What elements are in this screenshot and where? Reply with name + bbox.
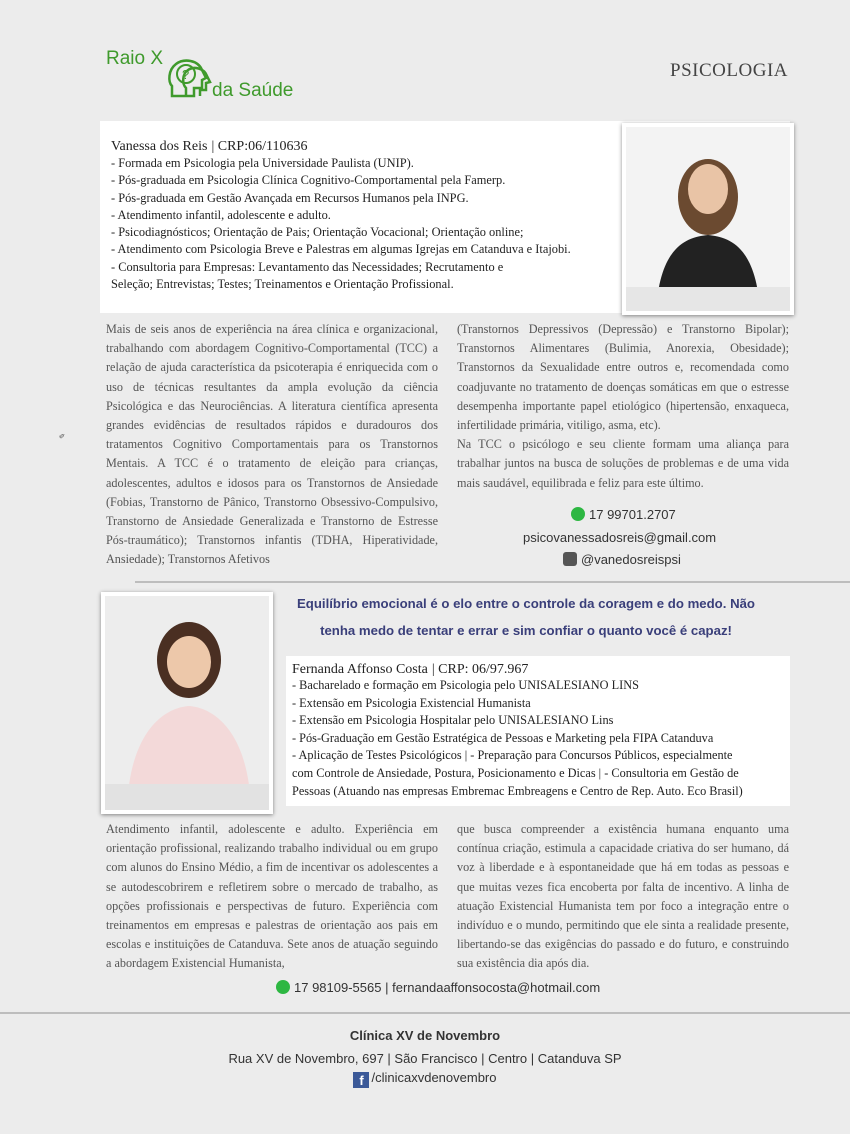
section-title: PSICOLOGIA — [670, 60, 788, 81]
article-paragraph: (Transtornos Depressivos (Depressão) e Transtorno Bipolar); Transtornos Alimentares (Bulimia, Anorexia, Obesidade); Transtornos da Sexualidade entre outros e, recomendada como coadjuvante no tratamento de doenças somáticas em que o estresse desempenha importante papel etiológico (hipertensão, enxaqueca, infertilidade primária, vitiligo, asma, etc). — [457, 322, 789, 433]
profile-name-line — [292, 660, 528, 678]
facebook-handle: /clinicaxvdenovembro — [371, 1070, 497, 1085]
profile-card-fernanda — [286, 656, 790, 806]
profile-name: Fernanda Affonso Costa — [292, 662, 428, 677]
contact-instagram[interactable] — [563, 552, 681, 567]
credentials-list — [111, 155, 571, 293]
clinic-facebook[interactable] — [0, 1070, 850, 1088]
highlight-quote: Equilíbrio emocional é o elo entre o controle da coragem e do medo. Não tenha medo de tentar e errar e sim confiar o quanto você é capaz! — [297, 596, 755, 638]
head-silhouette-question-icon — [166, 56, 212, 100]
portrait-photo-vanessa — [622, 123, 794, 315]
instagram-icon — [563, 552, 577, 566]
phone-number: 17 99701.2707 — [589, 507, 676, 522]
clinic-address: Rua XV de Novembro, 697 | São Francisco | Centro | Catanduva SP — [228, 1051, 622, 1066]
instagram-handle: @vanedosreispsi — [581, 552, 681, 567]
credential-item: - Aplicação de Testes Psicológicos | - Preparação para Concursos Públicos, especialmente — [292, 748, 733, 763]
credential-item: - Formada em Psicologia pela Universidade Paulista (UNIP). — [111, 156, 414, 170]
contact-separator: | — [385, 980, 389, 995]
contact-email[interactable]: psicovanessadosreis@gmail.com — [523, 530, 717, 545]
svg-text:?: ? — [182, 67, 190, 82]
credentials-list — [292, 677, 743, 800]
facebook-icon: f — [353, 1072, 369, 1088]
credential-item: - Pós-graduada em Psicologia Clínica Cognitivo-Comportamental pela Famerp. — [111, 173, 506, 188]
contact-line — [276, 980, 600, 995]
credential-item: com Controle de Ansiedade, Postura, Posicionamento e Dicas | - Consultoria em Gestão de — [292, 765, 739, 780]
profile-name: Vanessa dos Reis — [111, 139, 208, 154]
article-column-right — [457, 320, 789, 493]
clinic-name: Clínica XV de Novembro — [349, 1028, 501, 1043]
article-paragraph: Atendimento infantil, adolescente e adulto. Experiência em orientação profissional, realizando trabalho individual ou em grupo com alunos do Ensino Médio, a fim de incentivar os adolescentes a se autodescobrirem e refletirem sobre o mercado de trabalho, as opções profissionais e perspectivas de futuro. Experiência com treinamentos em empresas e palestras de orientação aos pais em escolas e instituições de Catanduva. Sete anos de atuação seguindo a abordagem Existencial Humanista, — [106, 822, 438, 971]
photographer-signature: ✎ — [58, 433, 67, 440]
credential-item: Pessoas (Atuando nas empresas Embremac Embreagens e Centro de Rep. Auto. Eco Brasil) — [292, 783, 743, 798]
article-column-right — [457, 820, 789, 974]
article-column-left — [106, 320, 438, 570]
profile-crp: | CRP:06/110636 — [211, 139, 308, 154]
credential-item: Seleção; Entrevistas; Testes; Treinamentos e Orientação Profissional. — [111, 277, 454, 292]
article-column-left — [106, 820, 438, 974]
credential-item: - Atendimento infantil, adolescente e adulto. — [111, 207, 331, 222]
credential-item: - Consultoria para Empresas: Levantamento das Necessidades; Recrutamento e — [111, 259, 504, 274]
logo-text-raio-x: Raio X — [106, 48, 164, 69]
contact-phone[interactable] — [571, 507, 676, 522]
profile-crp: | CRP: 06/97.967 — [431, 662, 529, 677]
section-divider — [135, 581, 850, 583]
article-paragraph: Na TCC o psicólogo e seu cliente formam uma aliança para trabalhar juntos na busca de soluções de problemas e de uma vida mais saudável, equilibrada e feliz para este último. — [457, 437, 789, 490]
phone-number[interactable]: 17 98109-5565 — [294, 980, 382, 995]
whatsapp-icon — [571, 507, 585, 521]
logo-text-da-saude: da Saúde — [212, 80, 294, 101]
credential-item: - Psicodiagnósticos; Orientação de Pais; Orientação Vocacional; Orientação online; — [111, 225, 524, 240]
footer-divider — [0, 1012, 850, 1014]
profile-name-line — [111, 137, 307, 155]
portrait-photo-fernanda — [101, 592, 273, 814]
credential-item: - Pós-Graduação em Gestão Estratégica de Pessoas e Marketing pela FIPA Catanduva — [292, 730, 714, 745]
credential-item: - Atendimento com Psicologia Breve e Palestras em algumas Igrejas em Catanduva e Itajobi. — [111, 242, 571, 257]
whatsapp-icon — [276, 980, 290, 994]
article-paragraph: que busca compreender a existência humana enquanto uma contínua criação, estimula a capacidade criativa do ser humano, dá voz à liberdade e à espontaneidade que há em todas as pessoas e que muitas vezes fica encoberta por falta de incentivo. A linha de atuação Existencial Humanista tem por foco a integração entre o indivíduo e o mundo, permitindo que ele sinta a realidade presente, libertando-se das exigências do passado e do futuro, e construindo sua existência dia após dia. — [457, 822, 789, 971]
credential-item: - Extensão em Psicologia Existencial Humanista — [292, 695, 531, 710]
credential-item: - Bacharelado e formação em Psicologia pelo UNISALESIANO LINS — [292, 678, 639, 692]
credential-item: - Extensão em Psicologia Hospitalar pelo UNISALESIANO Lins — [292, 713, 614, 728]
credential-item: - Pós-graduada em Gestão Avançada em Recursos Humanos pela INPG. — [111, 190, 469, 205]
article-paragraph: Mais de seis anos de experiência na área clínica e organizacional, trabalhando com abordagem Cognitivo-Comportamental (TCC) a relação de ajuda característica da psicoterapia é enriquecida com o uso de técnicas resultantes da ampla evolução da ciência Psicológica e das Neurociências. A literatura científica apresenta grandes evidências de resultados rápidos e duradouros dos tratamentos Cognitivo Comportamentais para os Transtornos Mentais. A TCC é o tratamento de eleição para crianças, adolescentes, adultos e idosos para os Transtornos de Ansiedade (Fobias, Transtorno de Pânico, Transtorno Obsessivo-Compulsivo, Transtorno de Ansiedade Generalizada e Transtorno de Estresse Pós-traumático); Transtornos infantis (TDHA, Hiperatividade, Ansiedade); Transtornos Afetivos — [106, 322, 438, 567]
contact-email[interactable]: fernandaaffonsocosta@hotmail.com — [392, 980, 601, 995]
